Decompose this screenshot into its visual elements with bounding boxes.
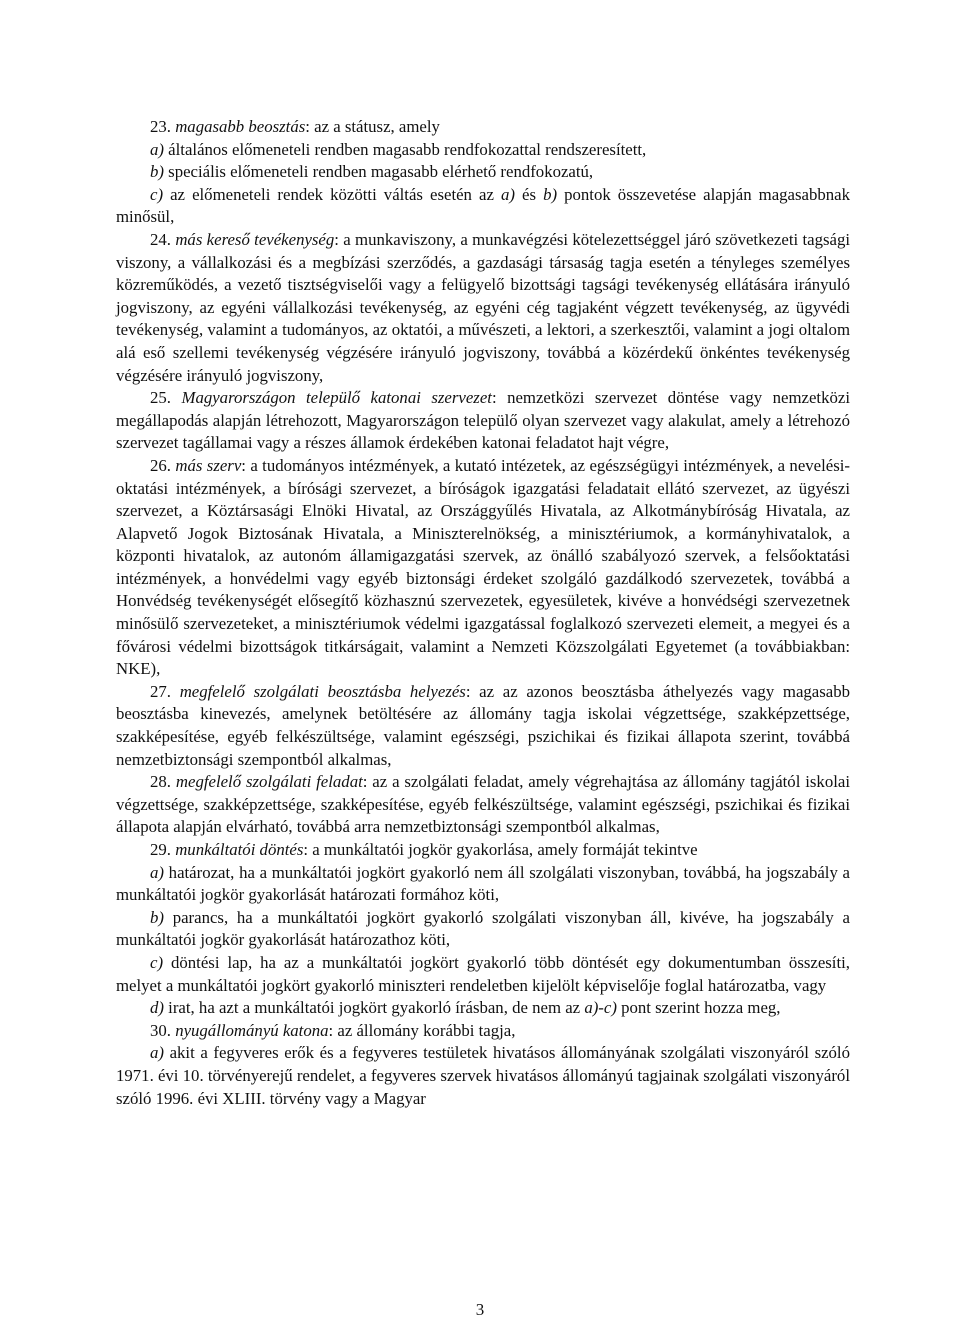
defined-term: Magyarországon települő katonai szervezet — [181, 388, 492, 408]
point-text: az előmeneteli rendek közötti váltás esetén az — [163, 184, 501, 204]
item-number: 28. — [150, 772, 171, 792]
point-ref: b) — [543, 184, 558, 204]
definition-text: : a munkaviszony, a munkavégzési kötelezettséggel járó szövetkezeti tagsági viszony, a vállalkozási és a megbízási szerződés, a gazdasági társaság tagja esetén a tényleges személyes közreműködés, a vezető tisztségviselői vagy a felügyelő bizottsági tagsági tevékenység ellátására irányuló jogviszony, az egyéni vállalkozási tevékenység, az egyéni cég tagjaként végzett tevékenység, az ügyvédi tevékenység, valamint a tudományos, az oktatói, a művészeti, a lektori, a szerkesztői, valamint a jogi oltalom alá eső szellemi tevékenység végzésére irányuló jogviszony, továbbá a közérdekű önkéntes tevékenység végzésére irányuló jogviszony, — [116, 229, 851, 385]
point-text: határozat, ha a munkáltatói jogkört gyakorló nem áll szolgálati viszonyban, továbbá, ha jogszabály a munkáltatói jogkör gyakorlását határozati formához köti, — [116, 862, 850, 905]
item-28 — [116, 771, 850, 839]
defined-term: munkáltatói döntés — [175, 840, 304, 859]
item-30-a — [116, 1042, 850, 1110]
point-letter: c) — [150, 184, 164, 204]
definition-text: : a tudományos intézmények, a kutató intézetek, az egészségügyi intézmények, a nevelési-oktatási intézmények, a bírósági szervezet, a bíróságok igazgatási feladatait ellátó szervezet, az ügyészi szervezet, a Köztársasági Elnöki Hivatal, az Országgyűlés Hivatala, az Alkotmánybíróság Hivatala, az Alapvető Jogok Biztosának Hivatala, a Miniszterelnökség, a minisztériumok, a kormányhivatalok, a központi hivatalok, az autonóm államigazgatási szervek, az önálló szabályozó szervek, a felsőoktatási intézmények, a honvédelmi vagy egyéb biztonsági érdeket szolgáló gazdálkodó szervezetek, továbbá a Honvédség tevékenységét elősegítő közhasznú szervezetek, egyesületek, kivéve a honvédségi szervezetnek minősülő szervezeteket, a minisztériumok védelmi igazgatással foglalkozó szervezeti elemeit, a megyei és a fővárosi védelmi bizottságok titkárságait, valamint a Nemzeti Közszolgálati Egyetemet (a továbbiakban: NKE), — [116, 455, 850, 679]
point-letter: a) — [150, 139, 164, 159]
item-23-c — [116, 184, 850, 229]
item-number: 30. — [150, 1020, 171, 1040]
item-29-a — [116, 862, 850, 907]
item-number: 24. — [150, 229, 171, 249]
item-29-b — [116, 907, 850, 952]
defined-term: más szerv — [175, 455, 242, 475]
item-25 — [116, 387, 850, 455]
point-text: irat, ha azt a munkáltatói jogkört gyakorló írásban, de nem az — [163, 998, 585, 1018]
defined-term: megfelelő szolgálati feladat — [175, 772, 363, 792]
point-letter: b) — [150, 907, 164, 927]
definition-text: : az a státusz, amely — [305, 117, 440, 136]
point-letter: a) — [150, 1043, 164, 1063]
point-letter: b) — [150, 162, 164, 182]
item-number: 23. — [150, 117, 171, 136]
point-text: és — [514, 184, 544, 204]
definition-text: : a munkáltatói jogkör gyakorlása, amely formáját tekintve — [303, 840, 698, 859]
item-number: 29. — [150, 840, 171, 859]
point-text: akit a fegyveres erők és a fegyveres testületek hivatásos állományának szolgálati viszonyáról szóló 1971. évi 10. törvényerejű rendelet, a fegyveres szervek hivatásos állományú tagjainak szolgálati viszonyáról szóló 1996. évi XLIII. törvény vagy a Magyar — [116, 1043, 850, 1108]
item-number: 27. — [150, 681, 171, 701]
point-letter: d) — [150, 998, 164, 1018]
definition-text: : az állomány korábbi tagja, — [328, 1020, 516, 1040]
item-23-b — [116, 161, 850, 184]
item-24 — [116, 229, 850, 387]
point-text: parancs, ha a munkáltatói jogkört gyakorló szolgálati viszonyban áll, kivéve, ha jogszabály a munkáltatói jogkör gyakorlását határozathoz köti, — [116, 907, 850, 950]
point-text: pontok összevetése alapján magasabbnak minősül, — [116, 184, 850, 227]
item-29-c — [116, 952, 850, 997]
page-number: 3 — [475, 1300, 485, 1319]
point-letter: c) — [150, 952, 164, 972]
point-text: általános előmeneteli rendben magasabb rendfokozattal rendszeresített, — [163, 139, 647, 159]
point-ref: a)-c) — [584, 998, 617, 1018]
point-text: speciális előmeneteli rendben magasabb elérhető rendfokozatú, — [163, 162, 594, 182]
defined-term: magasabb beosztás — [175, 117, 306, 136]
point-text: döntési lap, ha az a munkáltatói jogkört gyakorló több döntését egy dokumentumban összesíti, melyet a munkáltatói jogkört gyakorló miniszteri rendeletben kijelölt képviselője foglal határozatba, vagy — [116, 952, 850, 995]
item-number: 26. — [150, 455, 171, 475]
point-text: pont szerint hozza meg, — [616, 998, 781, 1018]
definition-text: : az a szolgálati feladat, amely végrehajtása az állomány tagjától iskolai végzettsége, szakképzettsége, szakképesítése, egyéb felkészültsége, valamint egészségi, pszichikai és fizikai állapota alapján elvárható, továbbá arra nemzetbiztonsági szempontból alkalmas, — [116, 772, 850, 837]
item-27 — [116, 681, 850, 771]
defined-term: megfelelő szolgálati beosztásba helyezés — [179, 681, 466, 701]
defined-term: más kereső tevékenység — [175, 229, 335, 249]
item-23-a — [116, 139, 850, 162]
document-body — [116, 116, 850, 1110]
item-29-d — [116, 997, 850, 1020]
item-30 — [116, 1020, 850, 1043]
defined-term: nyugállományú katona — [175, 1020, 329, 1040]
point-letter: a) — [150, 862, 164, 882]
item-number: 25. — [150, 388, 171, 408]
item-26 — [116, 455, 850, 681]
definition-text: : nemzetközi szervezet döntése vagy nemzetközi megállapodás alapján létrehozott, Magyarországon települő olyan szervezet vagy alakulat, amely a létrehozó szervezet tagállamai vagy a részes államok érdekében katonai feladatot hajt végre, — [116, 388, 850, 453]
point-ref: a) — [500, 184, 515, 204]
item-23 — [116, 116, 850, 139]
item-29 — [116, 839, 850, 862]
definition-text: : az az azonos beosztásba áthelyezés vagy magasabb beosztásba kinevezés, amelynek betöltésére az állomány tagja iskolai végzettsége, szakképzettsége, szakképesítése, egyéb felkészültsége, valamint egészségi, pszichikai és fizikai állapota szerint, továbbá nemzetbiztonsági szempontból alkalmas, — [116, 681, 850, 769]
